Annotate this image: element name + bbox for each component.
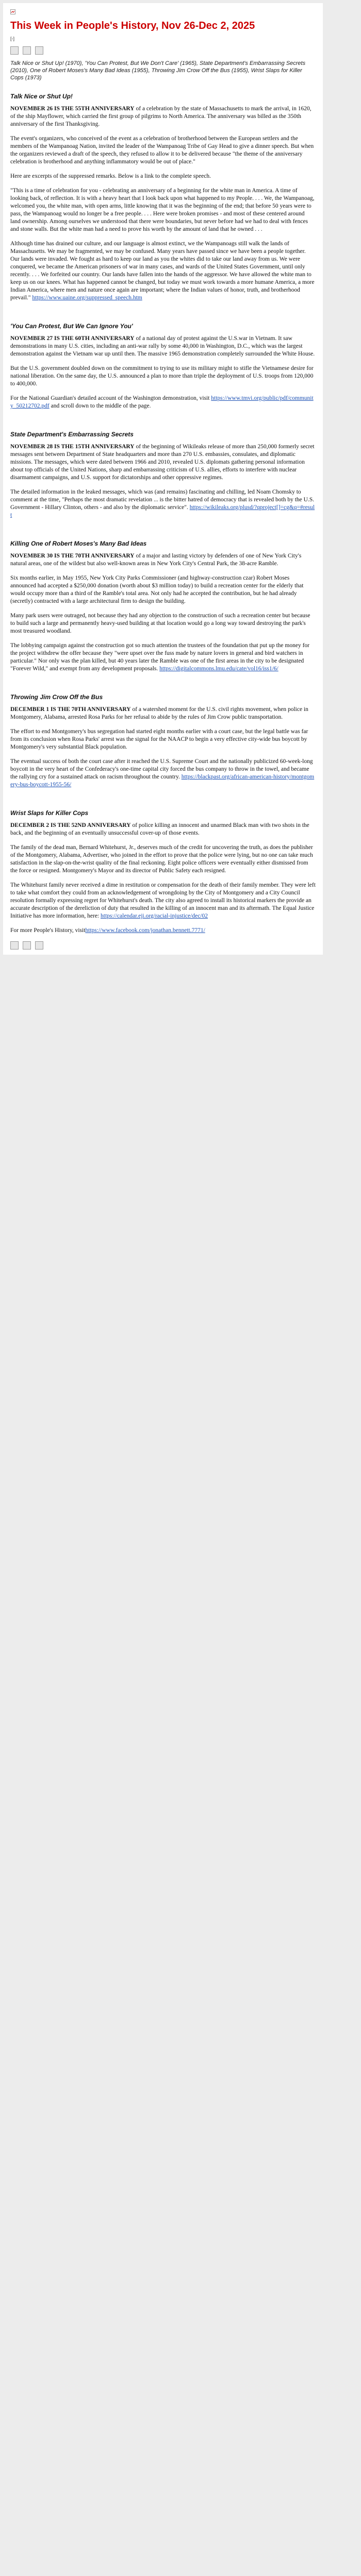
article-title: Talk Nice or Shut Up! (10, 93, 73, 100)
newsletter-title: This Week in People's History, Nov 26-Dec 2, 2025 (10, 20, 255, 31)
paragraph-text-after: and scroll down to the middle of the page. (49, 403, 151, 409)
paragraph-text: The lobbying campaign against the construction got so much attention the trustees of the foundation that put up the money for the project withdrew the offer because they "were upset over the fuss made by nature lovers in general and bird watchers in particular." Nor only was the plan killed, but 40 years later the Ramble was one of the first areas in the city to be designated "Forever Wild," and exempt from any development proposals. (10, 642, 309, 672)
article-3 (3, 431, 323, 519)
paragraph-text: of a celebration by the state of Massachusetts to mark the arrival, in 1620, of the ship Mayflower, which carried the first group of pilgrims to North America. The anniversary was billed as the 350th anniversary of the first Thanksgiving. (10, 106, 311, 127)
paragraph-text: The Whitehurst family never received a dime in restitution or compensation for the death of their family member. They were left to take what comfort they could from an acknowledgement of wrongdoing by the City of Montgomery and a City Council resolution formally expressing regret for Whitehurst's death. The city also agreed to install its historical markers the provide an accurate description of the dereliction of duty that resulted in the killing of an innocent man and its aftermath. The Equal Justice Initiative has more information, here: (10, 882, 316, 919)
article-title: State Department's Embarrassing Secrets (10, 431, 134, 438)
article-title: 'You Can Protest, But We Can Ignore You' (10, 323, 133, 330)
paragraph-text: For the National Guardian's detailed account of the Washington demonstration, visit (10, 395, 211, 401)
article-paragraph (10, 822, 316, 837)
paragraph-text: The family of the dead man, Bernard Whitehurst, Jr., deserves much of the credit for uncovering the truth, as does the publisher of the Montgomery, Alabama, Advertiser, who joined in the effort to prove that the police were lying, but no one can take much satisfaction in the slap-on-the-wrist quality of the final reckoning. Eight police officers were eventually either dismissed from the force or resigned. Montgomery's Mayor and its director of Public Safety each resigned. (10, 844, 313, 874)
share-icon-3[interactable] (35, 46, 43, 55)
paragraph-text: The eventual success of both the court case after it reached the U.S. Supreme Court and the nationally publicized 60-week-long boycott in the very heart of the Confederacy's one-time capital city forced the bus company to throw in the towel, and became the rallying cry for a sustained attack on racism throughout the country. (10, 758, 313, 780)
social-share-row (10, 46, 316, 55)
article-2 (3, 323, 323, 410)
article-paragraph (10, 105, 316, 128)
newsletter-card (3, 3, 323, 955)
share-icon-1[interactable] (10, 46, 19, 55)
article-paragraph (10, 574, 316, 605)
article-4 (3, 540, 323, 673)
paragraph-text: of police killing an innocent and unarmed Black man with two shots in the back, and the beginning of an eventually unsuccessful cover-up of those events. (10, 822, 309, 836)
paragraph-text: Here are excerpts of the suppressed remarks. Below is a link to the complete speech. (10, 173, 211, 179)
anniversary-lead: NOVEMBER 27 IS THE 60TH ANNIVERSARY (10, 335, 135, 342)
broken-image-icon (10, 9, 15, 14)
newsletter-header (3, 3, 323, 81)
paragraph-text: For more People's History, visit (10, 927, 86, 934)
article-6 (3, 809, 323, 950)
paragraph-text: Although time has drained our culture, and our language is almost extinct, we the Wampanoags still walk the lands of Massachusetts. We may be fragmented, we may be confused. Many years have passed since we have been a people together. Our lands were invaded. We fought as hard to keep our land as you the whites did to take our land away from us. We were conquered, we became the American prisoners of war in many cases, and wards of the United States Government, until only recently. . . . We forfeited our country. Our lands have fallen into the hands of the aggressor. We have allowed the white man to keep us on our knees. What has happened cannot be changed, but today we must work towards a more humane America, a more Indian America, where men and nature once again are important; where the Indian values of honor, truth, and brotherhood prevail." (10, 241, 315, 301)
article-paragraph (10, 612, 316, 635)
article-paragraph (10, 844, 316, 875)
bottom-share-icon-3[interactable] (35, 941, 43, 950)
header-small-text: [-] (10, 36, 14, 41)
article-title: Killing One of Robert Moses's Many Bad Ideas (10, 540, 147, 547)
article-paragraph (10, 706, 316, 721)
article-paragraph (10, 642, 316, 673)
article-paragraph (10, 365, 316, 388)
article-paragraph (10, 927, 316, 935)
article-link[interactable]: https://www.tmvi.org/public/pdf/community_50212702.pdf (10, 395, 314, 409)
article-link[interactable]: https://www.uaine.org/suppressed_speech.htm (32, 295, 142, 301)
paragraph-text: of the beginning of Wikileaks release of more than 250,000 formerly secret messages sent between Department of State headquarters and more than 270 U.S. embassies, consulates, and diplomatic missions. The messages, which were dated between 1966 and 2010, revealed U.S. diplomats gathering personal information about top officials of the United Nations, sharp and embarrassing criticism of U.S. allies, efforts to interfere with nuclear disarmament campaigns, and U.S. support for dictatorships and other oppressive regimes. (10, 444, 315, 481)
article-paragraph (10, 443, 316, 482)
paragraph-text: of a major and lasting victory by defenders of one of New York City's natural areas, one of the wildest but also well-known areas in New York City's Central Park, the 38-acre Ramble. (10, 553, 302, 567)
issue-summary: Talk Nice or Shut Up! (1970), 'You Can Protest, But We Don't Care' (1965), State Department's Embarrassing Secrets (2010), One of Robert Moses's Many Bad Ideas (1955), Throwing Jim Crow Off the Bus (1955), Wrist Slaps for Killer Cops (1973) (10, 60, 306, 81)
anniversary-lead: DECEMBER 2 IS THE 52ND ANNIVERSARY (10, 822, 131, 828)
article-paragraph (10, 728, 316, 751)
paragraph-text: "This is a time of celebration for you - celebrating an anniversary of a beginning for the white man in America. A time of looking back, of reflection. It is with a heavy heart that I look back upon what happened to my People. . . . We, the Wampanoag, welcomed you, the white man, with open arms, little knowing that it was the beginning of the end; that before 50 years were to pass, the Wampanoag would no longer be a free people. . . . Here were broken promises - and most of these centered around land ownership. Among ourselves we understood that there were boundaries, but never before had we had to deal with fences and stone walls. But the white man had a need to prove his worth by the amount of land that he owned . . . (10, 188, 315, 232)
article-link[interactable]: https://wikileaks.org/plusd/?qproject[]=cg&q=#result (10, 504, 315, 518)
article-link[interactable]: https://calendar.eji.org/racial-injustice/dec/02 (101, 913, 208, 919)
article-paragraph (10, 395, 316, 410)
article-5 (3, 693, 323, 789)
paragraph-text: Many park users were outraged, not because they had any objection to the construction of such a recreation center but because to build such a large and permanently heavy-used building at that location would go a long way toward destroying the park's most treasured woodland. (10, 613, 310, 634)
article-paragraph (10, 758, 316, 789)
share-icon-2[interactable] (23, 46, 31, 55)
article-paragraph (10, 552, 316, 568)
article-paragraph (10, 335, 316, 358)
article-paragraph (10, 240, 316, 302)
article-paragraph (10, 187, 316, 233)
article-link[interactable]: https://www.facebook.com/jonathan.bennett.7771/ (85, 927, 205, 934)
article-title: Wrist Slaps for Killer Cops (10, 809, 89, 817)
paragraph-text: Six months earlier, in May 1955, New York City Parks Commissioner (and highway-construction czar) Robert Moses announced had accepted a $250,000 donation (worth about $3 million today) to build a recreation center for the elderly that would occupy more than a third of the Ramble's total area. Not only had he accepted the contribution, but he had already (secretly) contracted with a large architectural firm to design the building. (10, 575, 304, 604)
bottom-share-icon-1[interactable] (10, 941, 19, 950)
paragraph-text: But the U.S. government doubled down on the commitment to trying to use its military might to stifle the Vietnamese desire for national liberation. On the same day, the U.S. announced a plan to more than triple the deployment of U.S. troops from 120,000 to 400,000. (10, 365, 314, 387)
anniversary-lead: NOVEMBER 28 IS THE 15TH ANNIVERSARY (10, 444, 135, 450)
articles-container (3, 93, 323, 950)
paragraph-text: of a watershed moment for the U.S. civil rights movement, when police in Montgomery, Alabama, arrested Rosa Parks for her refusal to abide by the rules of Jim Crow public transportation. (10, 706, 308, 720)
bottom-share-row (10, 941, 316, 950)
article-paragraph (10, 488, 316, 519)
paragraph-text: of a national day of protest against the U.S.war in Vietnam. It saw demonstrations in many U.S. cities, including an anti-war rally by some 40,000 in Washington, D.C., which was the largest demonstration against the Vietnam war up until then. The massive 1965 demonstration completely surrounded the White House. (10, 335, 315, 357)
article-paragraph (10, 882, 316, 920)
article-paragraph (10, 135, 316, 166)
anniversary-lead: NOVEMBER 30 IS THE 70TH ANNIVERSARY (10, 553, 135, 559)
article-paragraph (10, 173, 316, 180)
anniversary-lead: NOVEMBER 26 IS THE 55TH ANNIVERSARY (10, 106, 135, 112)
article-title: Throwing Jim Crow Off the Bus (10, 693, 103, 701)
paragraph-text: The event's organizers, who conceived of the event as a celebration of brotherhood between the European settlers and the members of the Wampanoag Nation, invited the leader of the Wampanoag Tribe of Gay Head to give a dinner speech. But when the organizers reviewed a draft of the speech, they refused to allow it to be delivered because "the theme of the anniversary celebration is brotherhood and anything inflammatory would be out of place." (10, 135, 314, 165)
bottom-share-icon-2[interactable] (23, 941, 31, 950)
paragraph-text: The detailed information in the leaked messages, which was (and remains) fascinating and chilling, led Noam Chomsky to comment at the time, "Perhaps the most dramatic revelation ... is the bitter hatred of democracy that is revealed both by the U.S. Government - Hillary Clinton, others - and also by the diplomatic service". (10, 489, 315, 511)
article-link[interactable]: https://digitalcommons.lmu.edu/cate/vol16/iss1/6/ (159, 666, 278, 672)
article-1 (3, 93, 323, 302)
article-link[interactable]: https://blackpast.org/african-american-history/montgomery-bus-boycott-1955-56/ (10, 774, 315, 788)
anniversary-lead: DECEMBER 1 IS THE 70TH ANNIVERSARY (10, 706, 131, 713)
paragraph-text: The effort to end Montgomery's bus segregation had started eight months earlier with a court case, but the legal battle was far from its conclusion when Rosa Parks' arrest was the signal for the NAACP to begin a very effective city-wide bus boycott by Montgomery's very substantial Black population. (10, 728, 308, 750)
